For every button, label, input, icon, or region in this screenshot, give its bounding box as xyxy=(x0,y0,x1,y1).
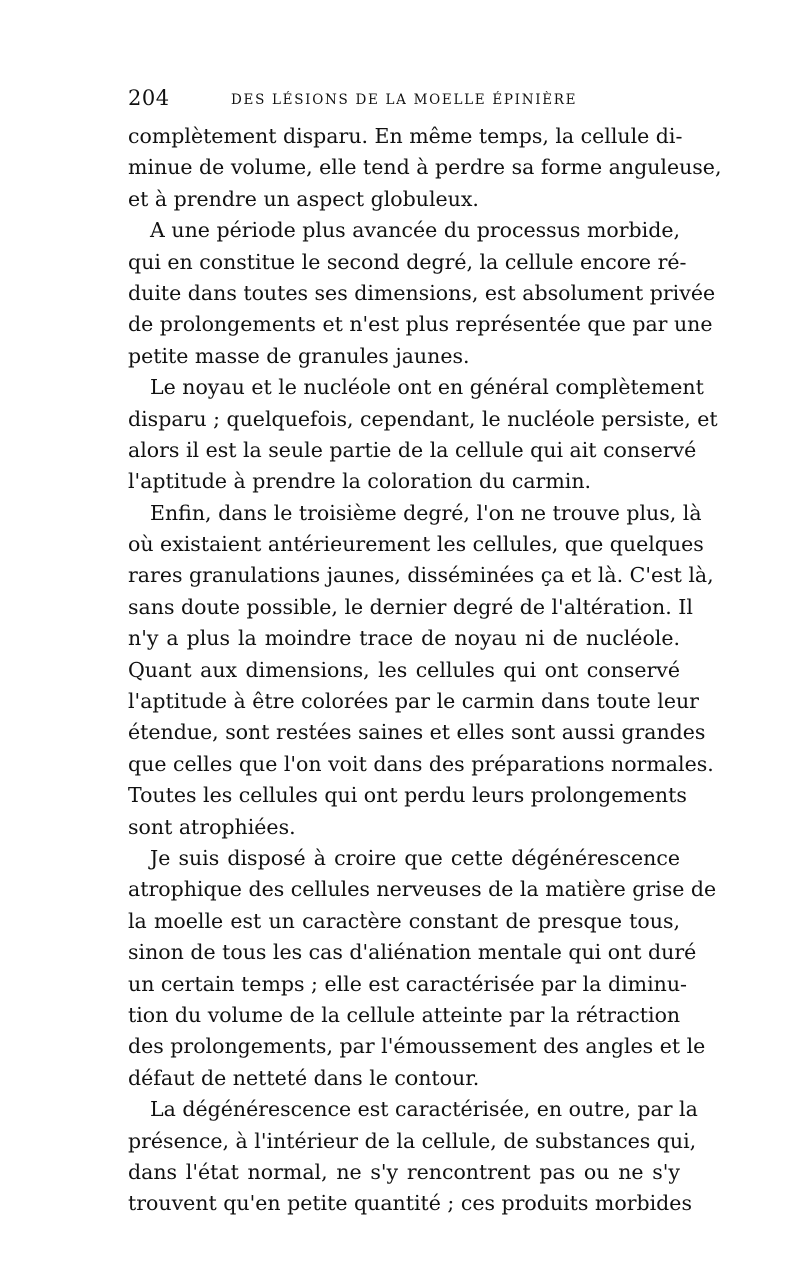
text-line: atrophique des cellules nerveuses de la matière grise de xyxy=(128,877,717,902)
text-line: sans doute possible, le dernier degré de l'altération. Il xyxy=(128,594,693,619)
paragraph xyxy=(128,843,717,1094)
text-line: de prolongements et n'est plus représentée que par une xyxy=(128,312,713,337)
text-line: un certain temps ; elle est caractérisée par la diminu- xyxy=(128,971,687,996)
text-line: dans l'état normal, ne s'y rencontrent pas ou ne s'y xyxy=(128,1159,680,1184)
text-line: alors il est la seule partie de la cellule qui ait conservé xyxy=(128,437,697,462)
text-line: trouvent qu'en petite quantité ; ces produits morbides xyxy=(128,1191,692,1216)
paragraph xyxy=(128,1094,698,1220)
text-line: n'y a plus la moindre trace de noyau ni de nucléole. xyxy=(128,626,680,651)
text-line: défaut de netteté dans le contour. xyxy=(128,1065,480,1090)
text-line: complètement disparu. En même temps, la cellule di- xyxy=(128,124,683,148)
text-line: tion du volume de la cellule atteinte par la rétraction xyxy=(128,1002,681,1027)
text-line: où existaient antérieurement les cellules, que quelques xyxy=(128,532,704,557)
text-line: l'aptitude à être colorées par le carmin dans toute leur xyxy=(128,689,699,714)
text-line: duite dans toutes ses dimensions, est absolument privée xyxy=(128,280,716,305)
text-line: petite masse de granules jaunes. xyxy=(128,343,470,368)
paragraph xyxy=(128,498,714,843)
text-line: disparu ; quelquefois, cependant, le nucléole persiste, et xyxy=(128,406,718,431)
text-line: que celles que l'on voit dans des préparations normales. xyxy=(128,751,714,776)
text-line: minue de volume, elle tend à perdre sa forme anguleuse, xyxy=(128,155,722,180)
text-line: la moelle est un caractère constant de presque tous, xyxy=(128,908,680,933)
text-line: Quant aux dimensions, les cellules qui ont conservé xyxy=(128,657,680,682)
text-line: A une période plus avancée du processus morbide, xyxy=(150,218,680,243)
text-line: des prolongements, par l'émoussement des angles et le xyxy=(128,1034,706,1059)
page-header xyxy=(128,86,680,116)
text-line: La dégénérescence est caractérisée, en outre, par la xyxy=(150,1097,698,1122)
text-line: et à prendre un aspect globuleux. xyxy=(128,186,479,211)
text-line: rares granulations jaunes, disséminées ça et là. C'est là, xyxy=(128,563,714,588)
paragraph xyxy=(128,121,722,215)
text-line: sinon de tous les cas d'aliénation mentale qui ont duré xyxy=(128,940,697,965)
text-line: Enfin, dans le troisième degré, l'on ne trouve plus, là xyxy=(150,500,702,525)
text-line: sont atrophiées. xyxy=(128,814,296,839)
text-line: étendue, sont restées saines et elles sont aussi grandes xyxy=(128,720,706,745)
page-number: 204 xyxy=(128,86,170,110)
body-text xyxy=(128,121,722,1220)
text-line: Toutes les cellules qui ont perdu leurs prolongements xyxy=(128,783,687,808)
running-title: DES LÉSIONS DE LA MOELLE ÉPINIÈRE xyxy=(231,92,578,108)
paragraph xyxy=(128,372,718,498)
paragraph xyxy=(128,215,716,372)
text-line: présence, à l'intérieur de la cellule, de substances qui, xyxy=(128,1128,697,1153)
text-line: l'aptitude à prendre la coloration du carmin. xyxy=(128,469,592,494)
text-line: qui en constitue le second degré, la cellule encore ré- xyxy=(128,249,687,274)
text-line: Je suis disposé à croire que cette dégénérescence xyxy=(150,845,680,870)
text-line: Le noyau et le nucléole ont en général complètement xyxy=(150,375,704,400)
